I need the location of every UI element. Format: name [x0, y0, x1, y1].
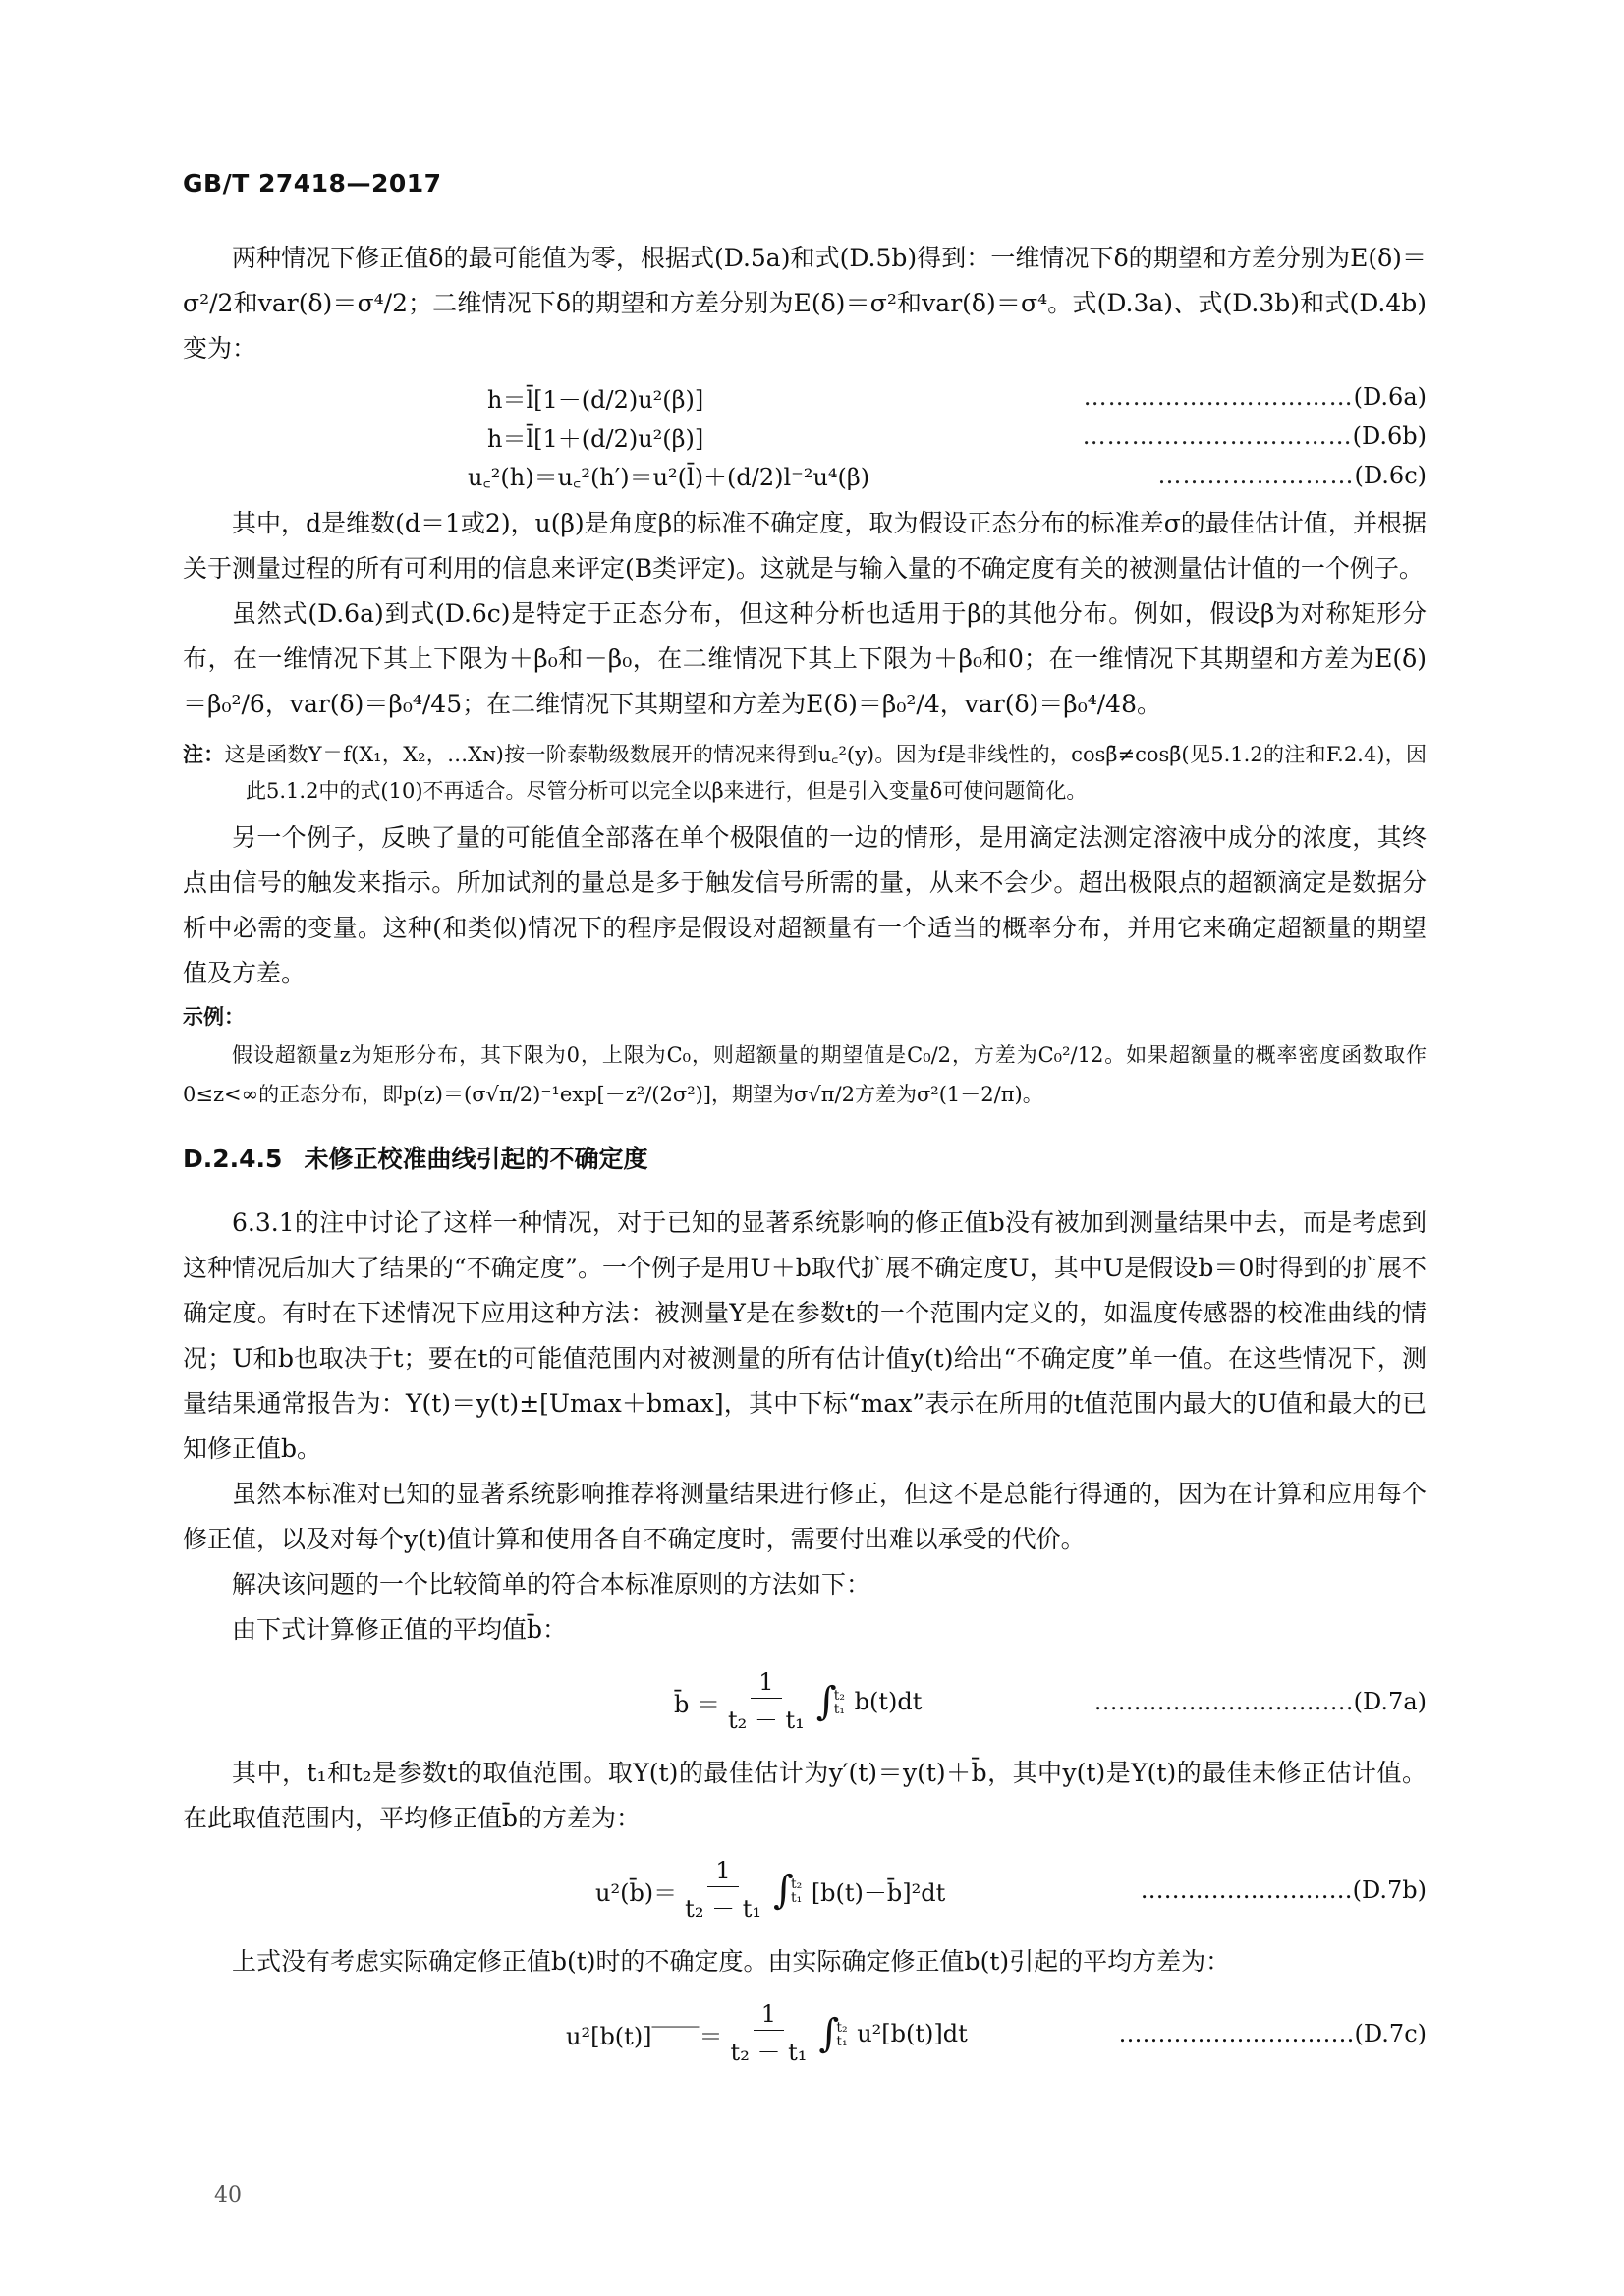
- equation-d6c-leader: ……………………: [1157, 462, 1355, 489]
- equation-d6b-number: (D.6b): [1352, 422, 1427, 450]
- equation-d7a-upper-limit: t₂: [833, 1688, 846, 1704]
- equation-d7b-numerator: 1: [707, 1857, 738, 1887]
- equation-d7c-integrand: u²[b(t)]dt: [857, 2020, 968, 2047]
- equation-d7c-numerator: 1: [754, 2000, 784, 2031]
- note: [183, 737, 1427, 810]
- equation-d7a-leader: ……………………………: [1093, 1688, 1354, 1715]
- page-content: [183, 236, 1427, 2083]
- equation-d7a-lhs: b̄ ＝: [674, 1690, 720, 1718]
- equation-d7a-lower-limit: t₁: [833, 1702, 846, 1717]
- equation-d7b-integrand: [b(t)－b̄]²dt: [811, 1878, 946, 1907]
- equation-d7c-denominator: t₂ － t₁: [730, 2039, 808, 2066]
- paragraph-5: 6.3.1的注中讨论了这样一种情况，对于已知的显著系统影响的修正值b没有被加到测量结果中去，而是考虑到这种情况后加大了结果的“不确定度”。一个例子是用U＋b取代扩展不确定度U，其中U是假设b＝0时得到的扩展不确定度。有时在下述情况下应用这种方法：被测量Y是在参数t的一个范围内定义的，如温度传感器的校准曲线的情况；U和b也取决于t；要在t的可能值范围内对被测量的所有估计值y(t)给出“不确定度”单一值。在这些情况下，测量结果通常报告为：Y(t)＝y(t)±[Umax＋bmax]，其中下标“max”表示在所用的t值范围内最大的U值和最大的已知修正值b。: [183, 1208, 1427, 1463]
- equation-d7c-integral: ∫ t₂ t₁: [818, 2014, 839, 2053]
- equation-d6b: [183, 417, 1427, 456]
- note-text: 这是函数Y＝f(X₁，X₂，…Xɴ)按一阶泰勒级数展开的情况来得到u꜀²(y)。因为f是非线性的，cosβ̄≠cosβ̄(见5.1.2的注和F.2.4)，因此5.1.2中的式(10)不再适合。尽管分析可以完全以β来进行，但是引入变量δ可使问题简化。: [224, 743, 1428, 803]
- equation-d7a-numerator: 1: [751, 1668, 781, 1699]
- equation-d7b-leader: ………………………: [1140, 1876, 1353, 1904]
- paragraph-1: 两种情况下修正值δ的最可能值为零，根据式(D.5a)和式(D.5b)得到：一维情况下δ的期望和方差分别为E(δ)＝σ²/2和var(δ)＝σ⁴/2；二维情况下δ的期望和方差分别为E(δ)＝σ²和var(δ)＝σ⁴。式(D.3a)、式(D.3b)和式(D.4b)变为：: [183, 244, 1427, 363]
- paragraph-9: 其中，t₁和t₂是参数t的取值范围。取Y(t)的最佳估计为y′(t)＝y(t)＋b̄，其中y(t)是Y(t)的最佳未修正估计值。在此取值范围内，平均修正值b̄的方差为：: [183, 1759, 1427, 1832]
- standard-number-header: GB/T 27418—2017: [183, 169, 442, 197]
- paragraph-7: 解决该问题的一个比较简单的符合本标准原则的方法如下：: [232, 1570, 871, 1598]
- example-text: 假设超额量z为矩形分布，其下限为0，上限为C₀，则超额量的期望值是C₀/2，方差为C₀²/12。如果超额量的概率密度函数取作0≤z<∞的正态分布，即p(z)＝(σ√π/2)⁻¹exp[－z²/(2σ²)]，期望为σ√π/2方差为σ²(1－2/π)。: [183, 1043, 1427, 1106]
- equation-d7c-lhs: u²[b(t)]‾‾‾‾＝: [566, 2022, 723, 2050]
- equation-d7a-fraction: [728, 1668, 805, 1735]
- paragraph-6: 虽然本标准对已知的显著系统影响推荐将测量结果进行修正，但这不是总能行得通的，因为在计算和应用每个修正值，以及对每个y(t)值计算和使用各自不确定度时，需要付出难以承受的代价。: [183, 1480, 1427, 1553]
- equation-d7b-number: (D.7b): [1352, 1876, 1427, 1904]
- paragraph-8: 由下式计算修正值的平均值b̄：: [232, 1615, 568, 1644]
- equation-d7b-lhs: u²(b̄)＝: [595, 1878, 678, 1907]
- equation-d7c-upper-limit: t₂: [836, 2020, 848, 2036]
- equation-d6c-number: (D.6c): [1354, 462, 1427, 489]
- equation-d6b-expr: h＝l̄[1＋(d/2)u²(β)]: [487, 424, 704, 453]
- equation-d7c-leader: …………………………: [1118, 2020, 1355, 2047]
- example-label: 示例：: [183, 1005, 245, 1029]
- equation-d7c-number: (D.7c): [1354, 2020, 1427, 2047]
- paragraph-10: 上式没有考虑实际确定修正值b(t)时的不确定度。由实际确定修正值b(t)引起的平均方差为：: [232, 1947, 1231, 1976]
- equation-d7c-fraction: [731, 2000, 808, 2067]
- paragraph-3: 虽然式(D.6a)到式(D.6c)是特定于正态分布，但这种分析也适用于β的其他分布。例如，假设β为对称矩形分布，在一维情况下其上下限为＋β₀和－β₀，在二维情况下其上下限为＋β₀和0；在一维情况下其期望和方差为E(δ)＝β₀²/6，var(δ)＝β₀⁴/45；在二维情况下其期望和方差为E(δ)＝β₀²/4，var(δ)＝β₀⁴/48。: [183, 599, 1427, 718]
- equation-d6c-expr: u꜀²(h)＝u꜀²(h′)＝u²(l̄)＋(d/2)l⁻²u⁴(β): [468, 464, 870, 491]
- section-heading: [183, 1140, 1427, 1175]
- section-title: 未修正校准曲线引起的不确定度: [304, 1145, 648, 1173]
- equation-d7a-number: (D.7a): [1353, 1688, 1427, 1715]
- equation-d6a-expr: h＝l̄[1－(d/2)u²(β)]: [487, 385, 704, 414]
- equation-d6a-leader: ……………………………: [1083, 383, 1354, 411]
- equation-d7b-upper-limit: t₂: [790, 1876, 803, 1892]
- note-label: 注：: [183, 743, 225, 766]
- paragraph-4: 另一个例子，反映了量的可能值全部落在单个极限值的一边的情形，是用滴定法测定溶液中成分的浓度，其终点由信号的触发来指示。所加试剂的量总是多于触发信号所需的量，从来不会少。超出极限点的超额滴定是数据分析中必需的变量。这种(和类似)情况下的程序是假设对超额量有一个适当的概率分布，并用它来确定超额量的期望值及方差。: [183, 823, 1427, 987]
- equation-d7a-denominator: t₂ － t₁: [728, 1707, 805, 1734]
- equation-d7a: [183, 1660, 1427, 1743]
- page-number: 40: [214, 2183, 242, 2208]
- equation-d7b-fraction: [685, 1857, 761, 1924]
- section-number: D.2.4.5: [183, 1145, 283, 1173]
- equation-block-d6: [183, 377, 1427, 495]
- equation-d7c: [183, 1992, 1427, 2075]
- equation-d6b-leader: ……………………………: [1082, 422, 1353, 450]
- equation-d7b-denominator: t₂ － t₁: [685, 1895, 761, 1923]
- equation-d7b-integral: ∫ t₂ t₁: [773, 1871, 794, 1910]
- equation-d7b: [183, 1849, 1427, 1932]
- equation-d6a-number: (D.6a): [1353, 383, 1427, 411]
- equation-d6c: [183, 456, 1427, 495]
- equation-d7a-integrand: b(t)dt: [854, 1688, 923, 1715]
- paragraph-2: 其中，d是维数(d＝1或2)，u(β)是角度β的标准不确定度，取为假设正态分布的标准差σ的最佳估计值，并根据关于测量过程的所有可利用的信息来评定(B类评定)。这就是与输入量的不确定度有关的被测量估计值的一个例子。: [183, 509, 1427, 583]
- equation-d7b-lower-limit: t₁: [790, 1890, 803, 1906]
- equation-d7c-lower-limit: t₁: [836, 2034, 848, 2049]
- equation-d7a-integral: ∫ t₂ t₁: [816, 1682, 837, 1721]
- equation-d6a: [183, 377, 1427, 417]
